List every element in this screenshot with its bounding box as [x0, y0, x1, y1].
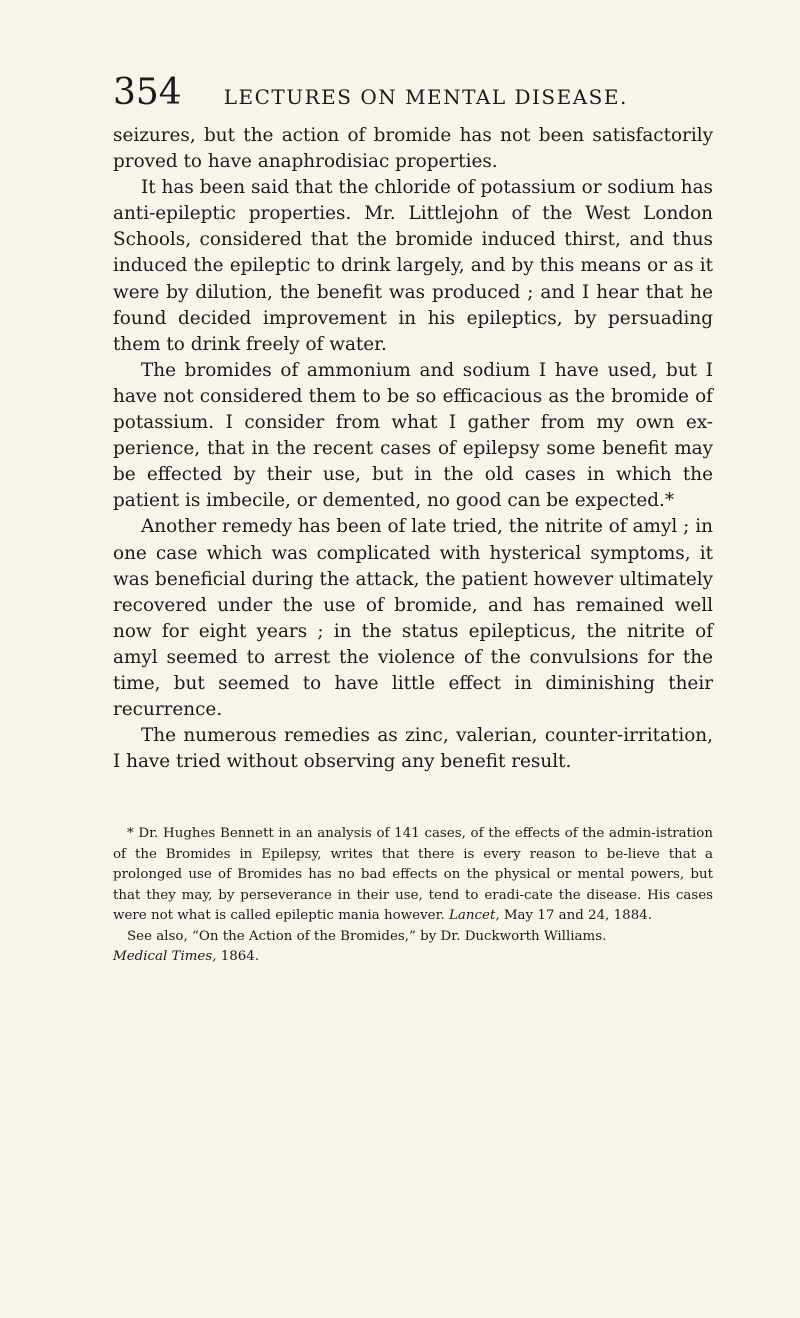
page-number: 354	[113, 72, 182, 113]
paragraph-other-remedies: The numerous remedies as zinc, valerian, counter-irritation, I have tried without observing any benefit result.	[113, 725, 713, 773]
footnote-medical-times-title: Medical Times,	[113, 949, 217, 964]
body-text	[113, 123, 713, 775]
footnote-lancet-date: May 17 and 24, 1884.	[499, 908, 652, 923]
footnote-lancet-title: Lancet,	[449, 908, 500, 923]
footnote-see-also	[113, 927, 713, 968]
footnote-main	[113, 824, 713, 927]
paragraph-continuation: seizures, but the action of bromide has not been satisfactorily proved to have anaphrodisiac properties.	[113, 125, 713, 173]
paragraph-nitrite-of-amyl: Another remedy has been of late tried, the nitrite of amyl ; in one case which was complicated with hysterical symptoms, it was beneficial during the attack, the patient however ultimately recovered under the use of bromide, and has remained well now for eight years ; in the status epilepticus, the nitrite of amyl seemed to arrest the violence of the convulsions for the time, but seemed to have little effect in diminishing their recurrence.	[113, 516, 713, 721]
footnote-see-also-text: See also, “On the Action of the Bromides,” by Dr. Duckworth Williams.	[127, 928, 607, 944]
paragraph-bromides: The bromides of ammonium and sodium I have used, but I have not considered them to be so efficacious as the bromide of potassium. I consider from what I gather from my own ex-perience, that in the recent cases of epilepsy some benefit may be effected by their use, but in the old cases in which the patient is imbecile, or demented, no good can be expected.*	[113, 359, 713, 512]
footnotes	[113, 824, 713, 968]
footnote-text: * Dr. Hughes Bennett in an analysis of 141 cases, of the effects of the admin-istration of the Bromides in Epilepsy, writes that there is every reason to be-lieve that a prolonged use of Bromides has no bad effects on the physical or mental powers, but that they may, by perseverance in their use, tend to eradi-cate the disease. His cases were not what is called epileptic mania however.	[113, 826, 713, 923]
running-head: LECTURES ON MENTAL DISEASE.	[223, 85, 628, 109]
paragraph-chloride: It has been said that the chloride of potassium or sodium has anti-epileptic properties. Mr. Littlejohn of the West London Schools, considered that the bromide induced thirst, and thus induced the epileptic to drink largely, and by this means or as it were by dilution, the benefit was produced ; and I hear that he found decided improvement in his epileptics, by persuading them to drink freely of water.	[113, 177, 713, 355]
footnote-medical-times-year: 1864.	[216, 949, 260, 964]
page-header	[113, 72, 713, 122]
